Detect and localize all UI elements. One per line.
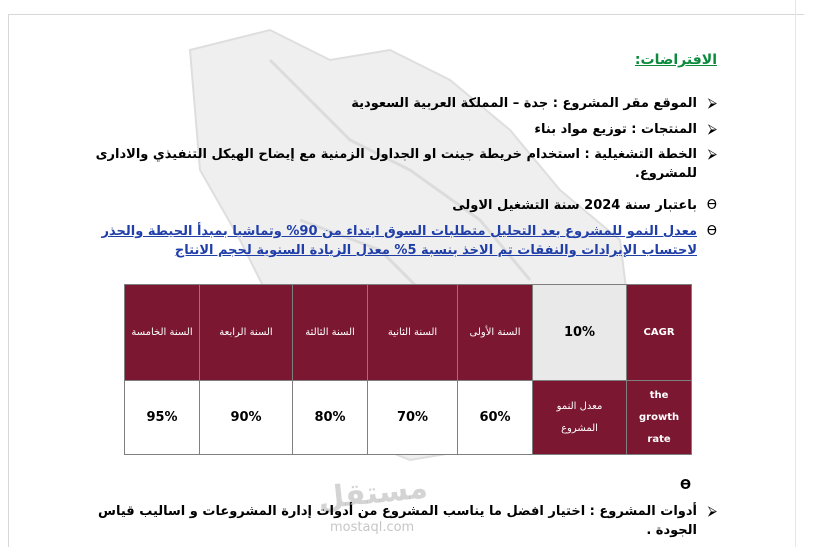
- growth-rate-ar-label: معدل النمو المشروع: [533, 381, 627, 455]
- growth-rate-link[interactable]: معدل النمو للمشروع بعد التحليل متطلبات السوق ابتداء من 90% وتماشيا بمبدأ الحيطة والحذر لاحتساب الإيرادات والنفقات تم الاخذ بنسبة 5% معدل الزيادة السنوية لحجم الانتاج: [101, 224, 697, 258]
- table-row: [125, 381, 692, 455]
- value-year-2: 70%: [368, 381, 458, 455]
- value-year-1: 60%: [458, 381, 533, 455]
- header-year-1: السنة الأولى: [458, 285, 533, 381]
- bullet-text: باعتبار سنة 2024 سنة التشغيل الاولى: [452, 198, 697, 213]
- bullet-operational-plan: [92, 145, 717, 183]
- bullet-text: المنتجات : توزيع مواد بناء: [534, 122, 697, 137]
- bullet-first-year: [92, 196, 717, 215]
- header-year-4: السنة الرابعة: [200, 285, 293, 381]
- cagr-value: 10%: [533, 285, 627, 381]
- page-border-top: [8, 14, 804, 15]
- bullet-location: [92, 94, 717, 113]
- bullet-growth-rate: [92, 222, 717, 260]
- growth-rate-en-label: the growth rate: [627, 381, 692, 455]
- bullet-products: [92, 120, 717, 139]
- brand-watermark: مستقل: [316, 470, 430, 517]
- brand-watermark-url: mostaql.com: [330, 520, 415, 535]
- page-border-left: [8, 14, 9, 547]
- arrow-bullet-icon: ⮚: [707, 96, 717, 111]
- theta-bullet-icon: ϴ: [706, 224, 717, 239]
- growth-table: [124, 284, 692, 455]
- bullet-text: الخطة التشغيلية : استخدام خريطة جينت او الجداول الزمنية مع إيضاح الهيكل التنفيذي والادارى للمشروع.: [95, 147, 697, 181]
- arrow-bullet-icon: ⮚: [707, 147, 717, 162]
- page-border-right: [795, 0, 796, 547]
- arrow-bullet-icon: ⮚: [707, 122, 717, 137]
- header-year-5: السنة الخامسة: [125, 285, 200, 381]
- header-year-3: السنة الثالثة: [293, 285, 368, 381]
- cagr-label: CAGR: [627, 285, 692, 381]
- arrow-bullet-icon: ⮚: [707, 504, 717, 519]
- value-year-3: 80%: [293, 381, 368, 455]
- table-row: [125, 285, 692, 381]
- assumptions-heading: الافتراضات:: [634, 52, 717, 68]
- theta-bullet-icon: ϴ: [679, 478, 691, 493]
- bullet-project-tools: [92, 502, 717, 540]
- header-year-2: السنة الثانية: [368, 285, 458, 381]
- bullet-text: أدوات المشروع : اختيار افضل ما يناسب المشروع من أدوات إدارة المشروعات و اساليب قياس الجودة .: [98, 504, 697, 538]
- value-year-4: 90%: [200, 381, 293, 455]
- value-year-5: 95%: [125, 381, 200, 455]
- theta-bullet-icon: ϴ: [706, 198, 717, 213]
- bullet-text: الموقع مقر المشروع : جدة – المملكة العربية السعودية: [351, 96, 697, 111]
